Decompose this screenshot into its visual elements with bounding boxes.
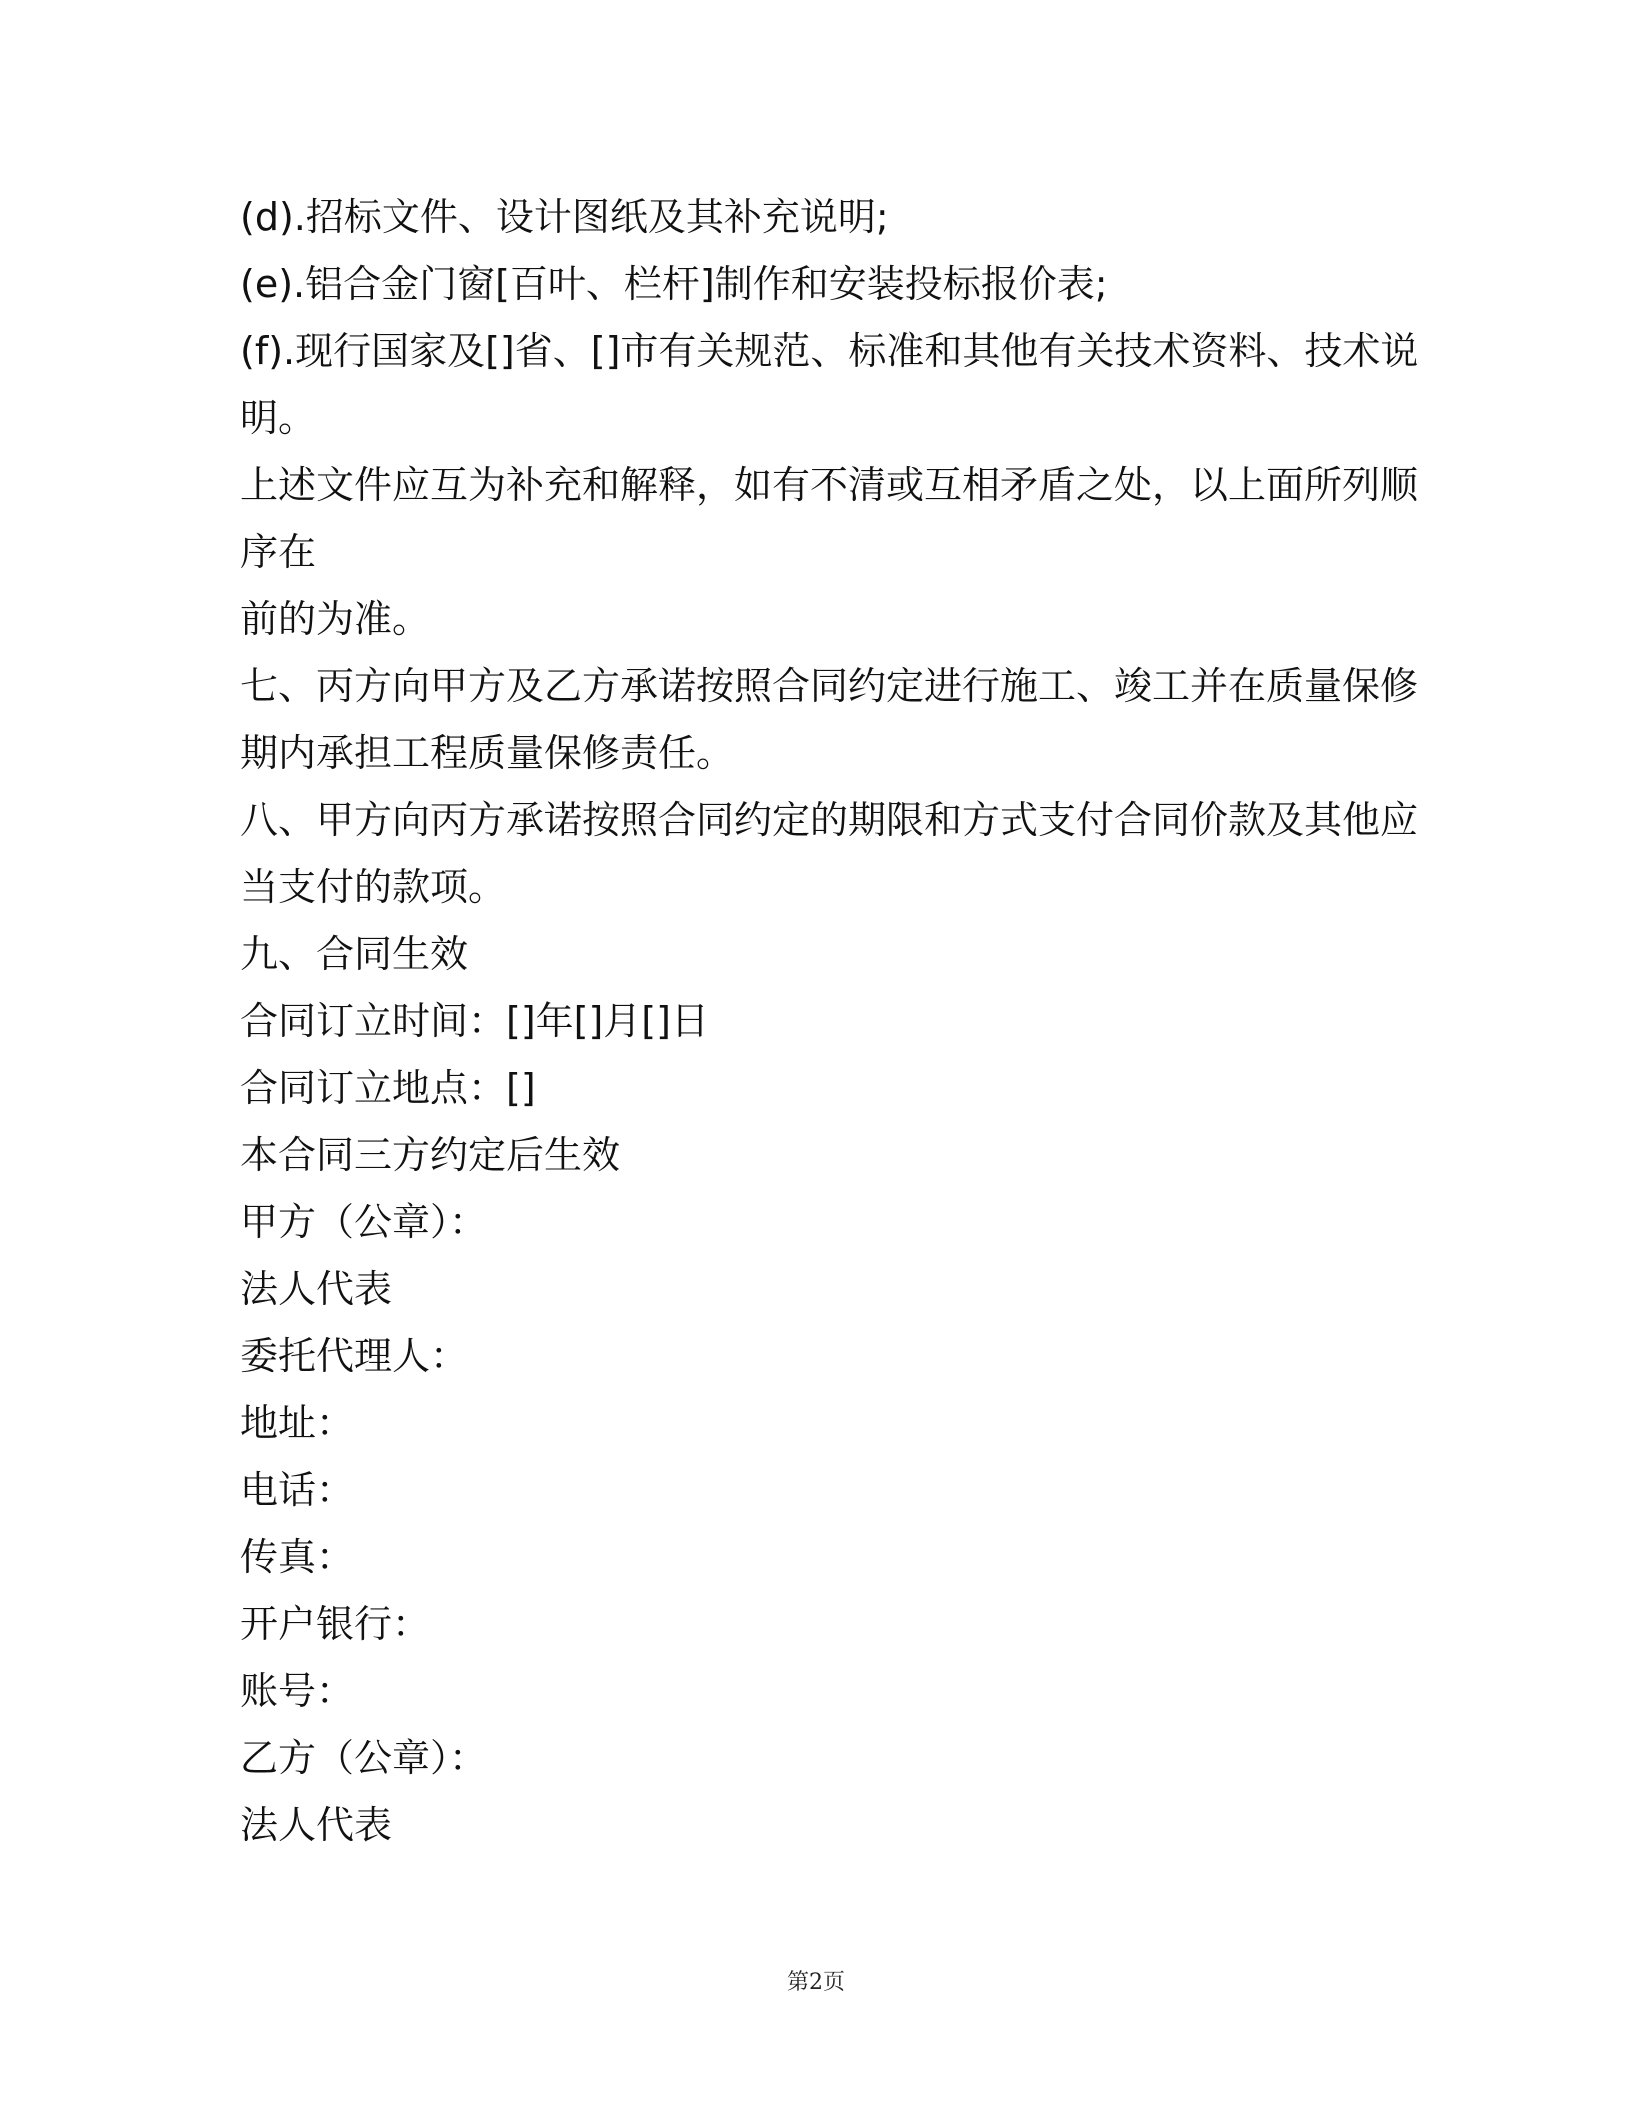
text-line: 七、丙方向甲方及乙方承诺按照合同约定进行施工、竣工并在质量保修 [240,664,1419,708]
text-line: (d).招标文件、设计图纸及其补充说明; [240,195,889,239]
text-line: 当支付的款项。 [240,865,507,909]
legal-representative-label: 法人代表 [240,1803,393,1847]
legal-representative-label: 法人代表 [240,1267,393,1311]
party-a-seal-label: 甲方（公章）： [240,1200,488,1244]
text-line: 上述文件应互为补充和解释，如有不清或互相矛盾之处，以上面所列顺 [240,463,1419,507]
text-line: 序在 [240,530,317,574]
text-line: 本合同三方约定后生效 [240,1133,621,1177]
phone-label: 电话： [240,1468,355,1512]
fax-label: 传真： [240,1535,355,1579]
text-line: 期内承担工程质量保修责任。 [240,731,735,775]
account-label: 账号： [240,1669,355,1713]
text-line: 明。 [240,396,317,440]
text-line: 前的为准。 [240,597,431,641]
text-line: (e).铝合金门窗[百叶、栏杆]制作和安装投标报价表; [240,262,1108,306]
document-body [240,184,1419,1859]
party-b-seal-label: 乙方（公章）： [240,1736,488,1780]
section-heading: 九、合同生效 [240,932,469,976]
text-line: 八、甲方向丙方承诺按照合同约定的期限和方式支付合同价款及其他应 [240,798,1419,842]
contract-date-line: 合同订立时间：[]年[]月[]日 [240,999,709,1043]
authorized-agent-label: 委托代理人： [240,1334,469,1378]
page-number: 第2页 [787,1970,845,1995]
text-line: (f).现行国家及[]省、[]市有关规范、标准和其他有关技术资料、技术说 [240,329,1419,373]
contract-place-line: 合同订立地点：[] [240,1066,536,1110]
bank-label: 开户银行： [240,1602,431,1646]
address-label: 地址： [240,1401,355,1445]
